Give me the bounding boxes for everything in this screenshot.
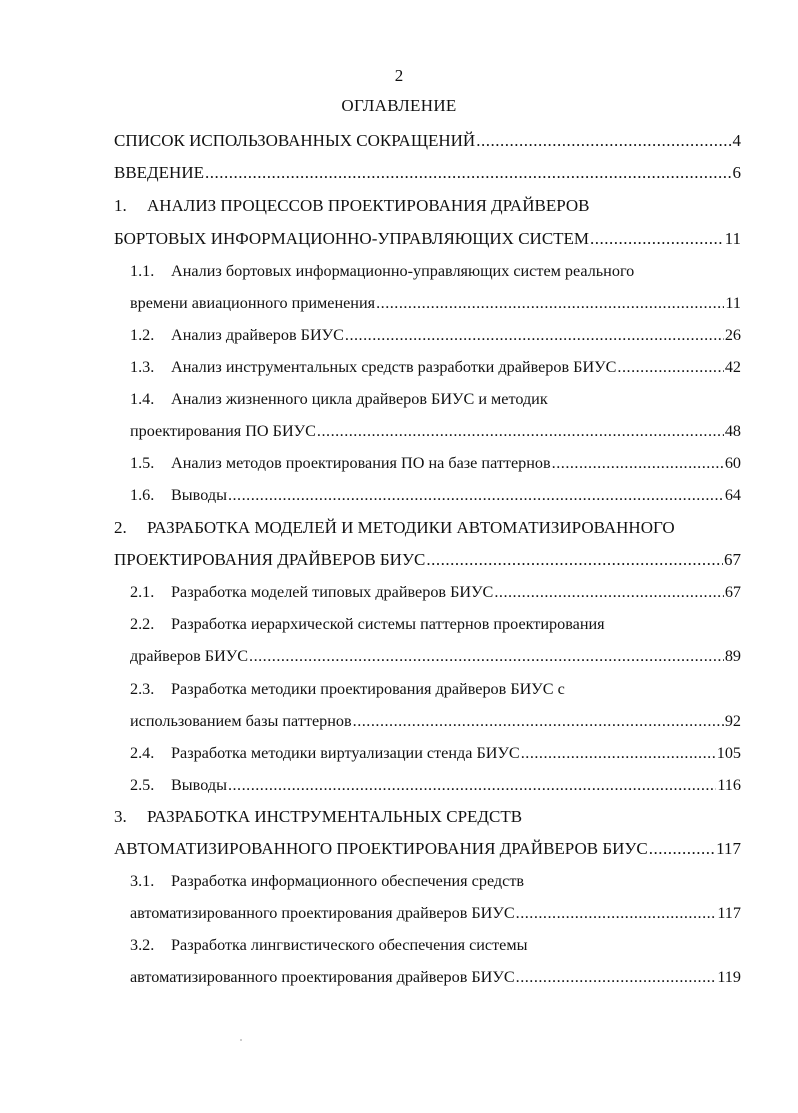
dot-leader: [516, 901, 717, 925]
toc-section-1-6[interactable]: [130, 483, 741, 507]
section-number: 1.6.: [130, 486, 155, 504]
section-title: Разработка методики виртуализации стенда БИУС: [171, 744, 520, 762]
dot-leader: [476, 129, 731, 153]
toc-section-1-3[interactable]: [130, 355, 741, 379]
chapter-title: РАЗРАБОТКА ИНСТРУМЕНТАЛЬНЫХ СРЕДСТВ: [147, 807, 523, 826]
dot-leader: [590, 227, 724, 251]
section-number: 1.3.: [130, 358, 155, 376]
entry-page: 119: [717, 968, 741, 986]
toc-chapter-2-line2[interactable]: [114, 548, 741, 572]
entry-page: 26: [724, 326, 741, 344]
entry-page: 67: [724, 583, 741, 601]
entry-page: 11: [724, 229, 741, 248]
dot-leader: [345, 323, 724, 347]
toc-entry-introduction[interactable]: [114, 161, 741, 185]
chapter-title-cont: АВТОМАТИЗИРОВАННОГО ПРОЕКТИРОВАНИЯ ДРАЙВЕРОВ БИУС: [114, 839, 648, 858]
section-title: Разработка лингвистического обеспечения системы: [171, 936, 528, 954]
scan-speck: [240, 1039, 242, 1041]
toc-entry-abbreviations[interactable]: [114, 129, 741, 153]
toc-chapter-1-line2[interactable]: [114, 227, 741, 251]
dot-leader: [516, 965, 717, 989]
chapter-number: 3.: [114, 807, 127, 826]
dot-leader: [617, 355, 723, 379]
dot-leader: [552, 451, 724, 475]
toc-section-1-5[interactable]: [130, 451, 741, 475]
section-title: Анализ методов проектирования ПО на базе паттернов: [171, 454, 551, 472]
section-title-cont: автоматизированного проектирования драйверов БИУС: [130, 904, 515, 922]
toc-title: ОГЛАВЛЕНИЕ: [341, 96, 457, 115]
toc-section-1-1-line1[interactable]: [130, 259, 634, 283]
toc-section-2-2-line2[interactable]: [130, 644, 741, 668]
section-title: Разработка методики проектирования драйверов БИУС с: [171, 680, 565, 698]
entry-page: 4: [732, 131, 741, 150]
section-title-cont: использованием базы паттернов: [130, 712, 352, 730]
section-number: 2.2.: [130, 615, 155, 633]
toc-section-2-1[interactable]: [130, 580, 741, 604]
entry-page: 105: [716, 744, 741, 762]
entry-page: 11: [725, 294, 741, 312]
dot-leader: [353, 709, 724, 733]
section-number: 3.1.: [130, 872, 155, 890]
chapter-number: 2.: [114, 518, 127, 537]
toc-section-1-4-line2[interactable]: [130, 419, 741, 443]
chapter-title-cont: БОРТОВЫХ ИНФОРМАЦИОННО-УПРАВЛЯЮЩИХ СИСТЕМ: [114, 229, 590, 248]
section-title: Анализ драйверов БИУС: [171, 326, 344, 344]
dot-leader: [249, 644, 724, 668]
entry-page: 60: [724, 454, 741, 472]
section-title-cont: времени авиационного применения: [130, 294, 376, 312]
section-number: 3.2.: [130, 936, 155, 954]
section-title: Разработка информационного обеспечения средств: [171, 872, 525, 890]
chapter-number: 1.: [114, 196, 127, 215]
entry-page: 67: [724, 550, 741, 569]
section-number: 2.4.: [130, 744, 155, 762]
toc-section-2-5[interactable]: [130, 773, 741, 797]
dot-leader: [649, 837, 715, 861]
dot-leader: [317, 419, 724, 443]
section-number: 1.2.: [130, 326, 155, 344]
dot-leader: [426, 548, 723, 572]
toc-chapter-3-line2[interactable]: [114, 837, 741, 861]
entry-text: ВВЕДЕНИЕ: [114, 163, 204, 182]
section-title: Выводы: [171, 486, 227, 504]
dot-leader: [205, 161, 732, 185]
page-number: 2: [394, 66, 404, 85]
section-title: Разработка моделей типовых драйверов БИУС: [171, 583, 494, 601]
toc-section-2-3-line1[interactable]: [130, 677, 565, 701]
toc-section-2-2-line1[interactable]: [130, 612, 605, 636]
section-number: 1.1.: [130, 262, 155, 280]
entry-page: 89: [724, 647, 741, 665]
entry-page: 117: [717, 904, 741, 922]
section-number: 2.3.: [130, 680, 155, 698]
dot-leader: [521, 741, 716, 765]
chapter-title-cont: ПРОЕКТИРОВАНИЯ ДРАЙВЕРОВ БИУС: [114, 550, 426, 569]
entry-page: 6: [732, 163, 741, 182]
toc-section-3-1-line1[interactable]: [130, 869, 524, 893]
toc-chapter-3-line1[interactable]: [114, 805, 522, 829]
toc-chapter-2-line1[interactable]: [114, 516, 675, 540]
section-number: 1.5.: [130, 454, 155, 472]
toc-section-3-2-line2[interactable]: [130, 965, 741, 989]
chapter-title: РАЗРАБОТКА МОДЕЛЕЙ И МЕТОДИКИ АВТОМАТИЗИРОВАННОГО: [147, 518, 675, 537]
entry-page: 42: [724, 358, 741, 376]
dot-leader: [376, 291, 724, 315]
entry-page: 48: [724, 422, 741, 440]
section-title: Анализ инструментальных средств разработки драйверов БИУС: [171, 358, 617, 376]
dot-leader: [228, 483, 724, 507]
section-title: Разработка иерархической системы паттернов проектирования: [171, 615, 605, 633]
dot-leader: [228, 773, 716, 797]
toc-section-1-1-line2[interactable]: [130, 291, 741, 315]
section-title: Анализ бортовых информационно-управляющих систем реального: [171, 262, 635, 280]
entry-page: 117: [716, 839, 741, 858]
toc-section-2-4[interactable]: [130, 741, 741, 765]
section-title-cont: драйверов БИУС: [130, 647, 249, 665]
section-title: Анализ жизненного цикла драйверов БИУС и методик: [171, 390, 548, 408]
dot-leader: [494, 580, 723, 604]
entry-page: 92: [724, 712, 741, 730]
toc-chapter-1-line1[interactable]: [114, 194, 589, 218]
section-title-cont: проектирования ПО БИУС: [130, 422, 316, 440]
toc-section-1-2[interactable]: [130, 323, 741, 347]
toc-section-2-3-line2[interactable]: [130, 709, 741, 733]
chapter-title: АНАЛИЗ ПРОЦЕССОВ ПРОЕКТИРОВАНИЯ ДРАЙВЕРОВ: [147, 196, 590, 215]
entry-page: 64: [724, 486, 741, 504]
entry-text: СПИСОК ИСПОЛЬЗОВАННЫХ СОКРАЩЕНИЙ: [114, 131, 476, 150]
section-number: 2.1.: [130, 583, 155, 601]
toc-section-3-2-line1[interactable]: [130, 933, 528, 957]
section-number: 1.4.: [130, 390, 155, 408]
section-number: 2.5.: [130, 776, 155, 794]
toc-section-1-4-line1[interactable]: [130, 387, 548, 411]
toc-section-3-1-line2[interactable]: [130, 901, 741, 925]
section-title-cont: автоматизированного проектирования драйверов БИУС: [130, 968, 515, 986]
entry-page: 116: [717, 776, 741, 794]
section-title: Выводы: [171, 776, 227, 794]
